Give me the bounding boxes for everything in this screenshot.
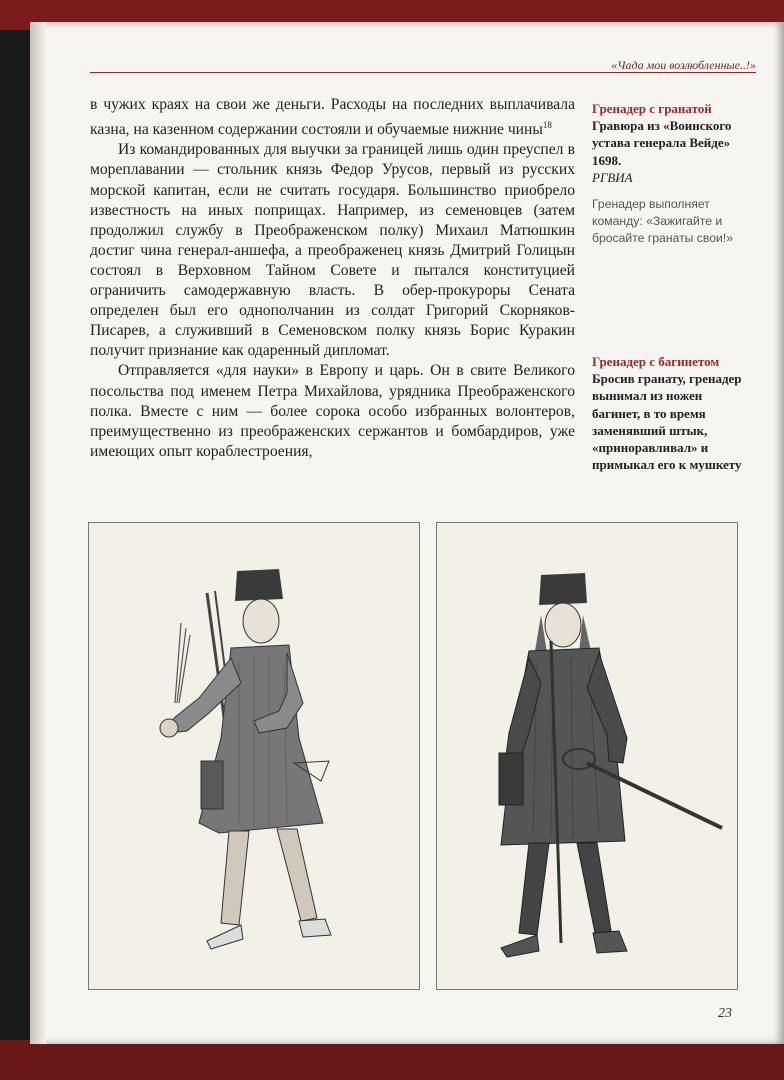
caption-grenadier-grenade: [592, 100, 742, 247]
engraving-grenadier-bayonet: [436, 522, 738, 990]
caption-note: Гренадер выполняет команду: «Зажигайте и бросайте гранаты свои!»: [592, 197, 733, 246]
paragraph-2: Из командированных для выучки за границей лишь один преуспел в мореплавании — стольник князь Федор Урусов, первый из русских морской капитан, если не считать государя. Большинство приобрело известность на иных поприщах. Например, из семеновцев (затем продолжил службу в Преображенском полку) Михаил Матюшкин достиг чина генерал-аншефа, а преображенец князь Дмитрий Голицын состоял в Верховном Тайном Совете и пытался конституцией ограничить самодержавную власть. В обер-прокуроры Сената определен был его однополчанин из солдат Григорий Скорняков-Писарев, а служивший в Семеновском полку князь Борис Куракин получит признание как одаренный дипломат.: [90, 141, 575, 360]
caption-title: Гравюра из «Воинского устава генерала Вейде» 1698.: [592, 118, 732, 168]
main-text-column: [90, 95, 575, 462]
header-rule: [90, 72, 756, 73]
grenadier-grenade-illustration: [89, 523, 419, 989]
grenadier-bayonet-illustration: [437, 523, 737, 989]
running-head: «Чада мои возлюбленные..!»: [611, 58, 756, 72]
page-spine-shadow: [30, 22, 46, 1044]
footnote-ref: 18: [542, 120, 552, 131]
paragraph-1: в чужих краях на свои же деньги. Расходы на последних выплачивала казна, на казенном содержании состояли и обучаемые нижние чины$^{18}$: [90, 96, 575, 139]
caption-text: Бросив гранату, гренадер вынимал из ножен багинет, в то время заменявший штык, «приноравливал» и примыкал его к мушкету: [592, 371, 742, 473]
cover-edge-bottom: [0, 1040, 784, 1080]
caption-heading: Гренадер с багинетом: [592, 354, 720, 369]
caption-source: РГВИА: [592, 169, 633, 185]
page-number: 23: [718, 1006, 732, 1021]
engraving-grenadier-grenade: [88, 522, 420, 990]
paragraph-3: Отправляется «для науки» в Европу и царь. Он в свите Великого посольства под именем Петра Михайлова, урядника Преображенского полка. Вместе с ним — более сорока особо избранных волонтеров, преимущественно из преображенских сержантов и бомбардиров, уже имеющих опыт кораблестроения,: [90, 362, 575, 460]
caption-grenadier-bayonet: [592, 353, 742, 473]
caption-heading: Гренадер с гранатой: [592, 101, 712, 116]
